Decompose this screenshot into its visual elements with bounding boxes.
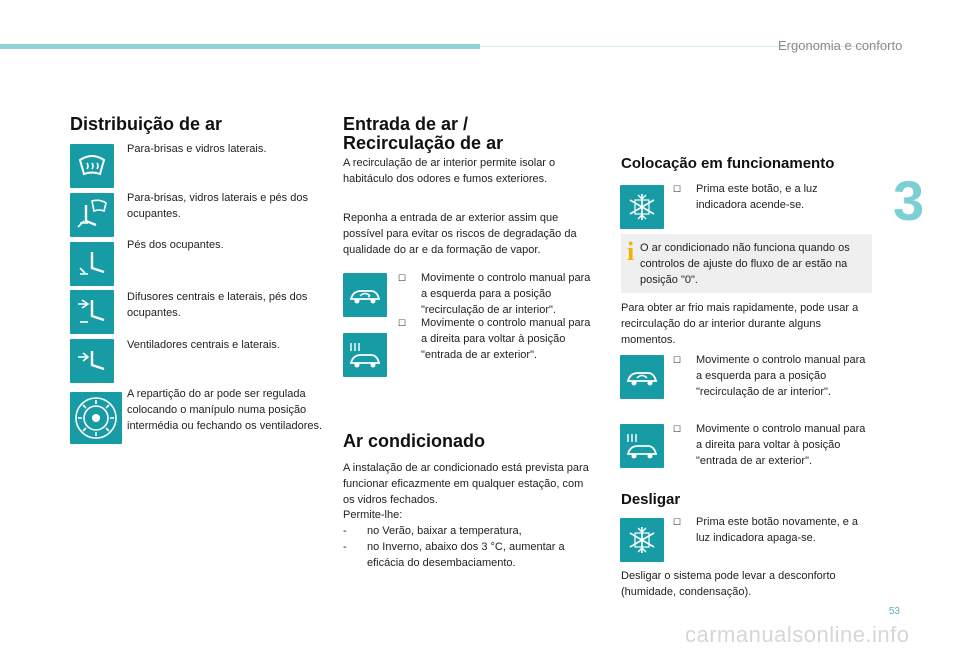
ac-winter-item: no Inverno, abaixo dos 3 °C, aumentar a eficácia do desembaciamento. <box>367 541 565 569</box>
ac-description: A instalação de ar condicionado está prevista para funcionar eficazmente em qualquer estação, com os vidros fechados. <box>343 462 589 506</box>
windshield-defrost-icon <box>70 144 114 188</box>
windshield-feet-icon <box>70 193 114 237</box>
watermark: carmanualsonline.info <box>685 622 910 647</box>
distribution-item-text: Pés dos ocupantes. <box>127 239 224 251</box>
distribution-dial-icon <box>70 392 122 444</box>
distribution-item-text: Para-brisas, vidros laterais e pés dos ocupantes. <box>127 192 308 220</box>
air-intake-title-line1: Entrada de ar / <box>343 114 469 134</box>
fresh-air-instruction: Movimente o controlo manual para a direita para voltar à posição "entrada de ar exterior". <box>421 317 591 361</box>
list-dash: - <box>343 541 347 553</box>
fresh-air-instruction: Movimente o controlo manual para a direita para voltar à posição "entrada de ar exterior". <box>696 423 866 467</box>
off-instruction: Prima este botão novamente, e a luz indicadora apaga-se. <box>696 516 859 544</box>
recirculation-icon <box>343 273 387 317</box>
fresh-air-intake-icon <box>620 424 664 468</box>
off-title: Desligar <box>621 491 681 508</box>
recirculation-instruction: Movimente o controlo manual para a esquerda para a posição "recirculação de ar interior". <box>696 354 866 398</box>
recirculation-icon <box>620 355 664 399</box>
bullet-checkbox-icon: ☐ <box>673 424 682 434</box>
feet-airflow-icon <box>70 242 114 286</box>
distribution-item-text: Difusores centrais e laterais, pés dos ocupantes. <box>127 291 308 319</box>
ac-snowflake-icon <box>620 518 664 562</box>
vents-feet-icon <box>70 290 114 334</box>
distribution-item-text: A repartição do ar pode ser regulada colocando o manípulo numa posição intermédia ou fechando os ventiladores. <box>127 388 323 432</box>
info-text: O ar condicionado não funciona quando os controlos de ajuste do fluxo de ar estão na posição "0". <box>640 242 850 286</box>
bullet-checkbox-icon: ☐ <box>398 318 407 328</box>
distribution-item-text: Para-brisas e vidros laterais. <box>127 143 267 155</box>
bullet-checkbox-icon: ☐ <box>398 273 407 283</box>
bullet-checkbox-icon: ☐ <box>673 184 682 194</box>
list-dash: - <box>343 525 347 537</box>
start-instruction: Prima este botão, e a luz indicadora acende-se. <box>696 183 818 211</box>
start-title: Colocação em funcionamento <box>621 155 835 172</box>
chapter-number: 3 <box>893 169 925 232</box>
vents-airflow-icon <box>70 339 114 383</box>
ac-snowflake-icon <box>620 185 664 229</box>
ac-summer-item: no Verão, baixar a temperatura, <box>367 525 522 537</box>
recirculation-intro: A recirculação de ar interior permite isolar o habitáculo dos odores e fumos exteriores. <box>343 157 556 185</box>
cold-air-tip: Para obter ar frio mais rapidamente, pode usar a recirculação do ar interior durante alguns momentos. <box>621 302 859 346</box>
section-title: Ergonomia e conforto <box>778 38 903 53</box>
ac-title: Ar condicionado <box>343 431 486 451</box>
fresh-air-intake-icon <box>343 333 387 377</box>
recirculation-instruction: Movimente o controlo manual para a esquerda para a posição "recirculação de ar interior". <box>421 272 591 316</box>
page-number: 53 <box>888 606 900 617</box>
air-intake-title-line2: Recirculação de ar <box>343 133 504 153</box>
header-accent-bar <box>0 44 480 49</box>
recirculation-warning: Reponha a entrada de ar exterior assim que possível para evitar os riscos de degradação da qualidade do ar e da formação de vapor. <box>343 212 577 256</box>
info-icon: i <box>627 237 635 266</box>
distribution-item-text: Ventiladores centrais e laterais. <box>127 339 280 351</box>
off-warning: Desligar o sistema pode levar a desconforto (humidade, condensação). <box>621 570 836 598</box>
ac-permits-label: Permite-lhe: <box>343 509 403 521</box>
bullet-checkbox-icon: ☐ <box>673 517 682 527</box>
bullet-checkbox-icon: ☐ <box>673 355 682 365</box>
distribution-title: Distribuição de ar <box>70 114 223 134</box>
